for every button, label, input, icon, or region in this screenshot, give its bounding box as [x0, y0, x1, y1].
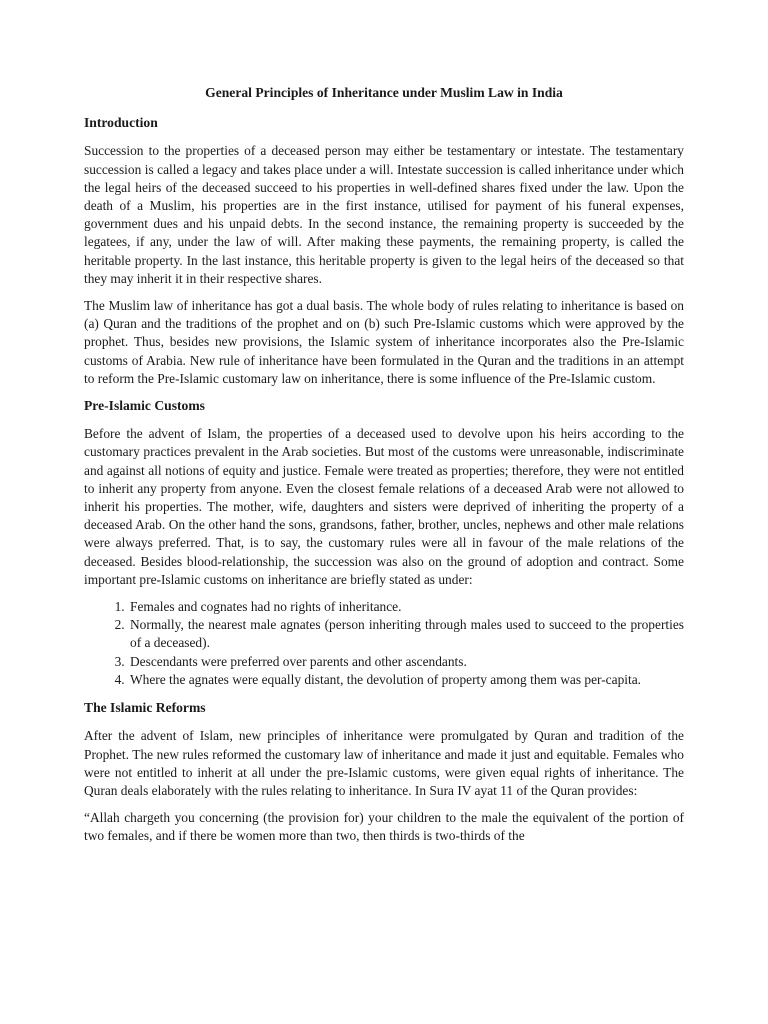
section-islamic-reforms	[84, 699, 684, 845]
paragraph: After the advent of Islam, new principles of inheritance were promulgated by Quran and tradition of the Prophet. The new rules reformed the customary law of inheritance and made it just and equitable. Females who were not entitled to inherit at all under the pre-Islamic customs, were given equal rights of inheritance. The Quran deals elaborately with the rules relating to inheritance. In Sura IV ayat 11 of the Quran provides:	[84, 728, 684, 798]
quran-quote: “Allah chargeth you concerning (the provision for) your children to the male the equivalent of the portion of two females, and if there be women more than two, then thirds is two-thirds of the	[84, 810, 684, 844]
list-item: 1. Females and cognates had no rights of inheritance.	[128, 598, 684, 616]
section-pre-islamic-customs	[84, 397, 684, 689]
list-item: 3. Descendants were preferred over parents and other ascendants.	[128, 653, 684, 671]
paragraph: Succession to the properties of a deceased person may either be testamentary or intestate. The testamentary succession is called a legacy and takes place under a will. Intestate succession is called inheritance under which the legal heirs of the deceased succeed to his properties in well-defined shares fixed under the law. Upon the death of a Muslim, his properties are in the first instance, utilised for payment of his funeral expenses, government dues and his unpaid debts. In the second instance, the remaining property is succeeded by the legatees, if any, under the law of will. After making these payments, the remaining property, is called the heritable property. In the last instance, this heritable property is given to the legal heirs of the deceased so that they may inherit it in their respective shares.	[84, 143, 684, 286]
section-introduction	[84, 114, 684, 388]
list-item: 4. Where the agnates were equally distant, the devolution of property among them was per-capita.	[128, 671, 684, 689]
list-item: 2. Normally, the nearest male agnates (person inheriting through males used to succeed to the properties of a deceased).	[128, 616, 684, 652]
section-heading-pre-islamic-customs: Pre-Islamic Customs	[84, 398, 205, 414]
paragraph: The Muslim law of inheritance has got a dual basis. The whole body of rules relating to inheritance is based on (a) Quran and the traditions of the prophet and on (b) such Pre-Islamic customs which were approved by the prophet. Thus, besides new provisions, the Islamic system of inheritance incorporates also the Pre-Islamic customs of Arabia. New rule of inheritance have been formulated in the Quran and the traditions in an attempt to reform the Pre-Islamic customary law on inheritance, there is some influence of the Pre-Islamic custom.	[84, 298, 684, 386]
paragraph: Before the advent of Islam, the properties of a deceased used to devolve upon his heirs according to the customary practices prevalent in the Arab societies. But most of the customs were unreasonable, indiscriminate and against all notions of equity and justice. Female were treated as properties; therefore, they were not entitled to inherit any property from anyone. Even the closest female relations of a deceased Arab were not allowed to inherit his properties. The mother, wife, daughters and sisters were deprived of inheriting the property of a deceased Arab. On the other hand the sons, grandsons, father, brother, uncles, nephews and other male relations were always preferred. That, is to say, the customary rules were all in favour of the male relations of the deceased. Besides blood-relationship, the succession was also on the ground of adoption and contract. Some important pre-Islamic customs on inheritance are briefly stated as under:	[84, 426, 684, 587]
document-title: General Principles of Inheritance under Muslim Law in India	[205, 85, 563, 100]
section-heading-introduction: Introduction	[84, 115, 158, 131]
section-heading-islamic-reforms: The Islamic Reforms	[84, 700, 206, 716]
customs-list	[84, 598, 684, 689]
